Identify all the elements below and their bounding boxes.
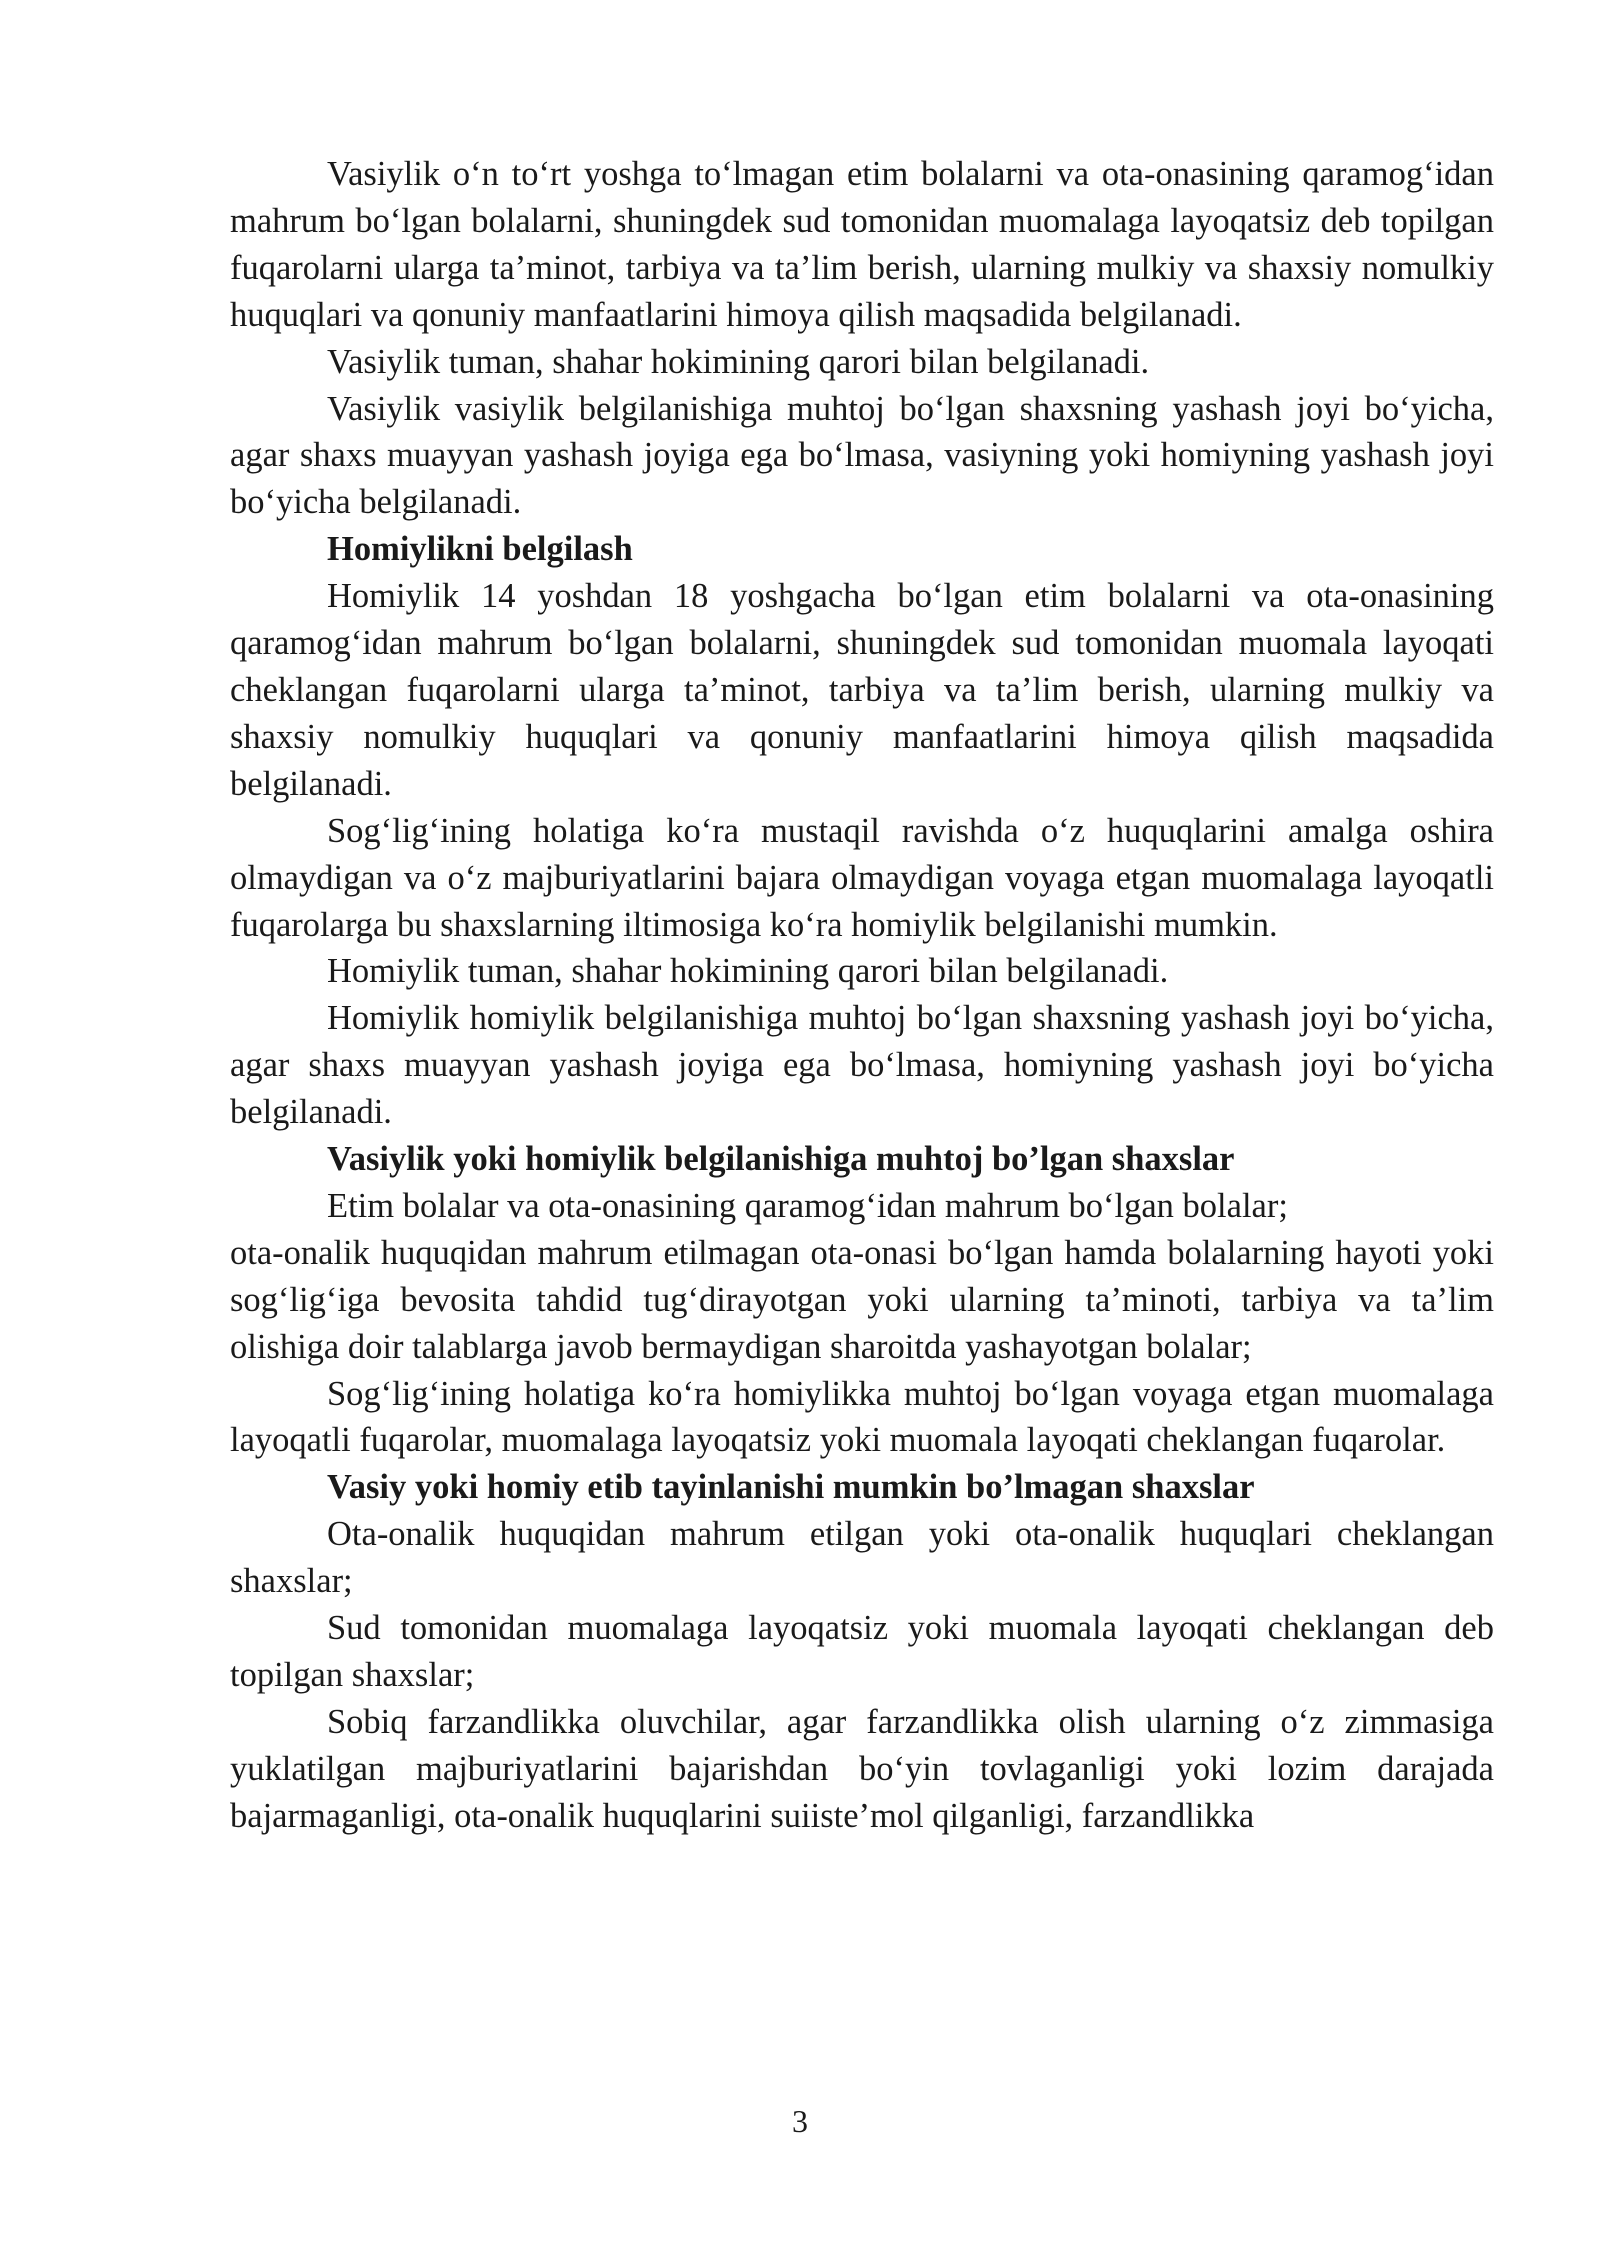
heading-homiylikni-belgilash: Homiylikni belgilash <box>327 530 633 569</box>
paragraph-adults-needing-care: Sog‘lig‘ining holatiga ko‘ra homiylikka muhtoj bo‘lgan voyaga etgan muomalaga layoqatli fuqarolar, muomalaga layoqatsiz yoki muomala layoqati cheklangan fuqarolar. <box>230 1374 1494 1460</box>
paragraph-children-at-risk: ota-onalik huquqidan mahrum etilmagan ota-onasi bo‘lgan hamda bolalarning hayoti yoki sog‘lig‘iga bevosita tahdid tug‘dirayotgan yoki ularning ta’minoti, tarbiya va ta’lim olishiga doir talablarga javob bermaydigan sharoitda yashayotgan bolalar; <box>230 1233 1494 1366</box>
paragraph-homiylik-decision: Homiylik tuman, shahar hokimining qarori bilan belgilanadi. <box>327 952 1169 991</box>
paragraph-homiylik-definition: Homiylik 14 yoshdan 18 yoshgacha bo‘lgan etim bolalarni va ota-onasining qaramog‘idan mahrum bo‘lgan bolalarni, shuningdek sud tomonidan muomala layoqati cheklangan fuqarolarni ularga ta’minot, tarbiya va ta’lim berish, ularning mulkiy va shaxsiy nomulkiy huquqlari va qonuniy manfaatlarini himoya qilish maqsadida belgilanadi. <box>230 577 1494 803</box>
heading-persons-needing-guardianship: Vasiylik yoki homiylik belgilanishiga muhtoj bo’lgan shaxslar <box>327 1140 1235 1179</box>
page-number: 3 <box>792 2103 808 2139</box>
paragraph-orphans: Etim bolalar va ota-onasining qaramog‘idan mahrum bo‘lgan bolalar; <box>327 1186 1288 1225</box>
paragraph-vasiylik-definition: Vasiylik o‘n to‘rt yoshga to‘lmagan etim bolalarni va ota-onasining qaramog‘idan mahrum bo‘lgan bolalarni, shuningdek sud tomonidan muomalaga layoqatsiz deb topilgan fuqarolarni ularga ta’minot, tarbiya va ta’lim berish, ularning mulkiy va shaxsiy nomulkiy huquqlari va qonuniy manfaatlarini himoya qilish maqsadida belgilanadi. <box>230 155 1494 334</box>
document-body <box>230 151 1494 1840</box>
paragraph-incapacitated: Sud tomonidan muomalaga layoqatsiz yoki muomala layoqati cheklangan deb topilgan shaxslar; <box>230 1609 1494 1694</box>
paragraph-deprived-parents: Ota-onalik huquqidan mahrum etilgan yoki ota-onalik huquqlari cheklangan shaxslar; <box>230 1515 1494 1601</box>
paragraph-former-adopters: Sobiq farzandlikka oluvchilar, agar farzandlikka olish ularning o‘z zimmasiga yuklatilgan majburiyatlarini bajarishdan bo‘yin tovlaganligi yoki lozim darajada bajarmaganligi, ota-onalik huquqlarini suiiste’mol qilganligi, farzandlikka <box>230 1702 1494 1835</box>
paragraph-homiylik-place: Homiylik homiylik belgilanishiga muhtoj bo‘lgan shaxsning yashash joyi bo‘yicha, agar shaxs muayyan yashash joyiga ega bo‘lmasa, homiyning yashash joyi bo‘yicha belgilanadi. <box>230 999 1494 1132</box>
paragraph-homiylik-health: Sog‘lig‘ining holatiga ko‘ra mustaqil ravishda o‘z huquqlarini amalga oshira olmaydigan va o‘z majburiyatlarini bajara olmaydigan voyaga etgan muomalaga layoqatli fuqarolarga bu shaxslarning iltimosiga ko‘ra homiylik belgilanishi mumkin. <box>230 811 1494 944</box>
paragraph-vasiylik-decision: Vasiylik tuman, shahar hokimining qarori bilan belgilanadi. <box>327 342 1150 381</box>
paragraph-vasiylik-place: Vasiylik vasiylik belgilanishiga muhtoj bo‘lgan shaxsning yashash joyi bo‘yicha, agar shaxs muayyan yashash joyiga ega bo‘lmasa, vasiyning yoki homiyning yashash joyi bo‘yicha belgilanadi. <box>230 389 1494 522</box>
heading-persons-not-eligible: Vasiy yoki homiy etib tayinlanishi mumkin bo’lmagan shaxslar <box>327 1468 1255 1507</box>
